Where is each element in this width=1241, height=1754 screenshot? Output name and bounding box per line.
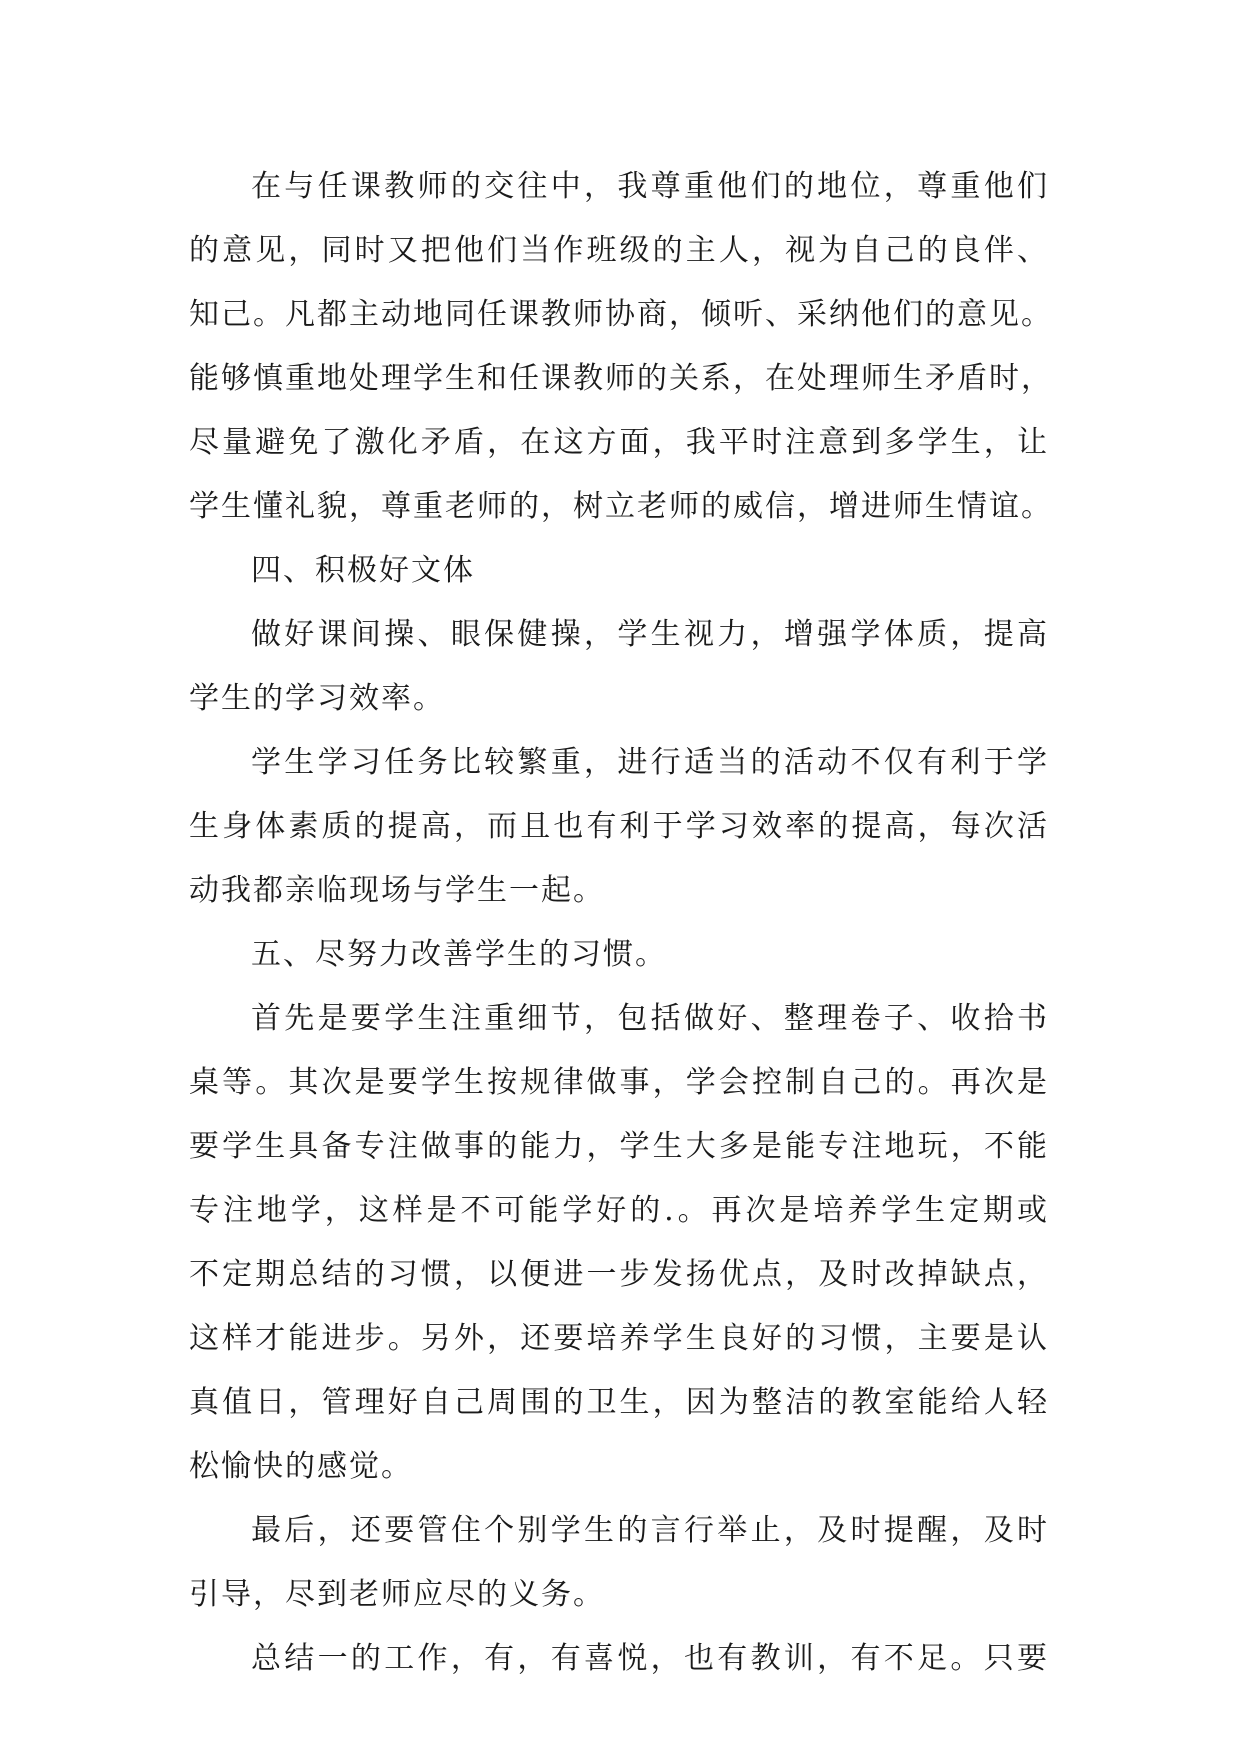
text-line: 学生学习任务比较繁重，进行适当的活动不仅有利于学 bbox=[251, 745, 1049, 780]
text-line: 最后，还要管住个别学生的言行举止，及时提醒，及时 bbox=[251, 1513, 1049, 1548]
text-line: 真值日，管理好自己周围的卫生，因为整洁的教室能给人轻 bbox=[189, 1385, 1049, 1420]
text-line: 松愉快的感觉。 bbox=[189, 1449, 413, 1484]
text-line: 尽量避免了激化矛盾，在这方面，我平时注意到多学生，让 bbox=[189, 425, 1049, 460]
text-line: 引导，尽到老师应尽的义务。 bbox=[189, 1577, 605, 1612]
text-line: 不定期总结的习惯，以便进一步发扬优点，及时改掉缺点， bbox=[189, 1257, 1049, 1292]
text-line: 桌等。其次是要学生按规律做事，学会控制自己的。再次是 bbox=[189, 1065, 1049, 1100]
text-line: 学生懂礼貌，尊重老师的，树立老师的威信，增进师生情谊。 bbox=[189, 489, 1053, 524]
text-line: 生身体素质的提高，而且也有利于学习效率的提高，每次活 bbox=[189, 809, 1049, 844]
text-line: 做好课间操、眼保健操，学生视力，增强学体质，提高 bbox=[251, 617, 1049, 652]
document-body bbox=[189, 155, 1053, 1691]
text-line: 要学生具备专注做事的能力，学生大多是能专注地玩，不能 bbox=[189, 1129, 1049, 1164]
text-line: 首先是要学生注重细节，包括做好、整理卷子、收拾书 bbox=[251, 1001, 1049, 1036]
text-line: 在与任课教师的交往中，我尊重他们的地位，尊重他们 bbox=[251, 169, 1049, 204]
section-heading: 五、尽努力改善学生的习惯。 bbox=[251, 937, 667, 972]
text-line: 专注地学，这样是不可能学好的.。再次是培养学生定期或 bbox=[189, 1193, 1049, 1228]
text-line: 这样才能进步。另外，还要培养学生良好的习惯，主要是认 bbox=[189, 1321, 1049, 1356]
section-heading: 四、积极好文体 bbox=[251, 553, 475, 588]
text-line: 动我都亲临现场与学生一起。 bbox=[189, 873, 605, 908]
text-line: 学生的学习效率。 bbox=[189, 681, 445, 716]
text-line: 能够慎重地处理学生和任课教师的关系，在处理师生矛盾时， bbox=[189, 361, 1053, 396]
text-line: 知己。凡都主动地同任课教师协商，倾听、采纳他们的意见。 bbox=[189, 297, 1053, 332]
text-line: 的意见，同时又把他们当作班级的主人，视为自己的良伴、 bbox=[189, 233, 1049, 268]
text-line: 总结一的工作，有，有喜悦，也有教训，有不足。只要 bbox=[251, 1641, 1049, 1676]
